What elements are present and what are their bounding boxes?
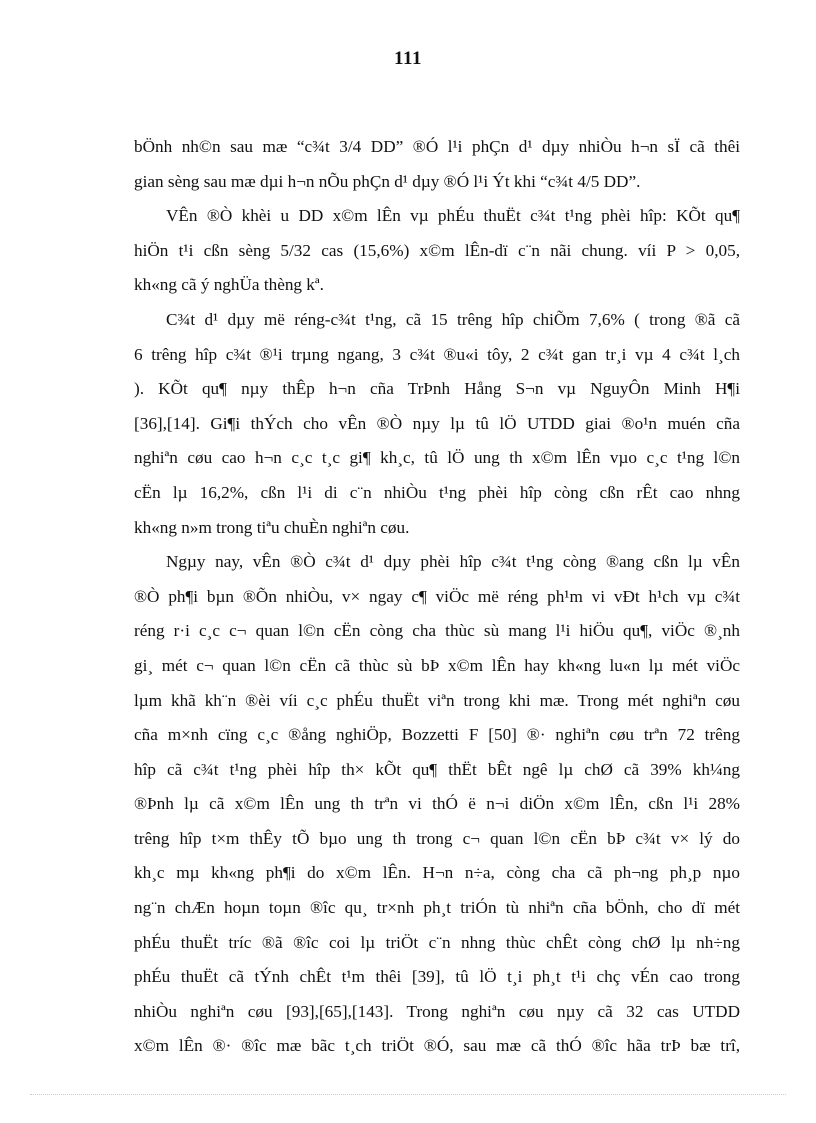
text-line: Ngµy nay, vÊn ®Ò c¾t d¹ dµy phèi hîp c¾t t¹ng còng ®ang cßn lµ vÊn [166,552,740,572]
text-line: nghiªn cøu cao h¬n c¸c t¸c gi¶ kh¸c, tû lÖ ung th x©m lÊn vµo c¸c t¹ng l©n [134,448,740,468]
text-line: ). KÕt qu¶ nµy thÊp h¬n cña TrÞnh Hång S¬n vµ NguyÔn Minh H¶i [134,379,740,399]
page-bottom-divider [30,1094,786,1095]
text-line: bÖnh nh©n sau mæ “c¾t 3/4 DD” ®Ó l¹i phÇn d¹ dµy nhiÒu h¬n sÏ cã thêi [134,137,740,156]
page-number: 111 [394,48,422,69]
text-line: hîp cã c¾t t¹ng phèi hîp th× kÕt qu¶ thËt bÊt ngê lµ chØ cã 39% kh¼ng [134,759,740,779]
text-line: 6 trêng hîp c¾t ®¹i trµng ngang, 3 c¾t ®u«i tôy, 2 c¾t gan tr¸i vµ 4 c¾t l¸ch [134,344,740,364]
body-text [134,130,740,1064]
text-line: phÉu thuËt tríc ®ã ®îc coi lµ triÖt c¨n nhng thùc chÊt còng chØ lµ nh÷ng [134,932,740,952]
text-line: lµm khã kh¨n ®èi víi c¸c phÉu thuËt viªn trong khi mæ. Trong mét nghiªn cøu [134,690,740,710]
text-line: hiÖn t¹i cßn sèng 5/32 cas (15,6%) x©m lÊn-dï c¨n nãi chung. víi P > 0,05, [134,240,740,260]
text-line: ®Þnh lµ cã x©m lÊn ung th trªn vi thÓ ë n¬i diÖn x©m lÊn, cßn l¹i 28% [134,794,740,814]
text-line: réng r·i c¸c c¬ quan l©n cËn còng cha thùc sù mang l¹i hiÖu qu¶, viÖc ®¸nh [134,621,740,641]
text-line: cËn lµ 16,2%, cßn l¹i di c¨n nhiÒu t¹ng phèi hîp còng cßn rÊt cao nhng [134,482,740,502]
text-line: VÊn ®Ò khèi u DD x©m lÊn vµ phÉu thuËt c¾t t¹ng phèi hîp: KÕt qu¶ [166,206,740,226]
text-line: gian sèng sau mæ dµi h¬n nÕu phÇn d¹ dµy ®Ó l¹i Ýt khi “c¾t 4/5 DD”. [134,171,641,191]
text-line: kh¸c mµ kh«ng ph¶i do x©m lÊn. H¬n n÷a, còng cha cã ph¬ng ph¸p nµo [134,863,740,883]
text-line: kh«ng n»m trong tiªu chuÈn nghiªn cøu. [134,517,410,537]
text-line: gi¸ mét c¬ quan l©n cËn cã thùc sù bÞ x©m lÊn hay kh«ng lu«n lµ mét viÖc [134,655,740,675]
text-line: x©m lÊn ®· ®îc mæ bãc t¸ch triÖt ®Ó, sau mæ cã thÓ ®îc hãa trÞ bæ trî, [134,1036,740,1056]
text-line: cña m×nh cïng c¸c ®ång nghiÖp, Bozzetti F [50] ®· nghiªn cøu trªn 72 trêng [134,725,740,745]
text-line: trêng hîp t×m thÊy tÕ bµo ung th trong c¬ quan l©n cËn bÞ c¾t v× lý do [134,828,740,848]
text-line: C¾t d¹ dµy më réng-c¾t t¹ng, cã 15 trêng hîp chiÕm 7,6% ( trong ®ã cã [166,309,740,329]
paragraph-4 [134,545,740,1064]
text-line: phÉu thuËt cã tÝnh chÊt t¹m thêi [39], tû lÖ t¸i ph¸t t¹i chç vÉn cao trong [134,967,740,987]
text-line: ®Ò ph¶i bµn ®Õn nhiÒu, v× ngay c¶ viÖc më réng ph¹m vi vÐt h¹ch vµ c¾t [134,586,740,606]
text-line: nhiÒu nghiªn cøu [93],[65],[143]. Trong nghiªn cøu nµy cã 32 cas UTDD [134,1001,740,1021]
paragraph-3 [134,303,740,545]
paragraph-2 [134,199,740,303]
paragraph-1 [134,130,740,199]
text-line: kh«ng cã ý nghÜa thèng kª. [134,275,324,295]
text-line: [36],[14]. Gi¶i thÝch cho vÊn ®Ò nµy lµ tû lÖ UTDD giai ®o¹n muén cña [134,413,740,433]
text-line: ng¨n chÆn hoµn toµn ®îc qu¸ tr×nh ph¸t triÓn tù nhiªn cña bÖnh, cho dï mét [134,898,740,918]
